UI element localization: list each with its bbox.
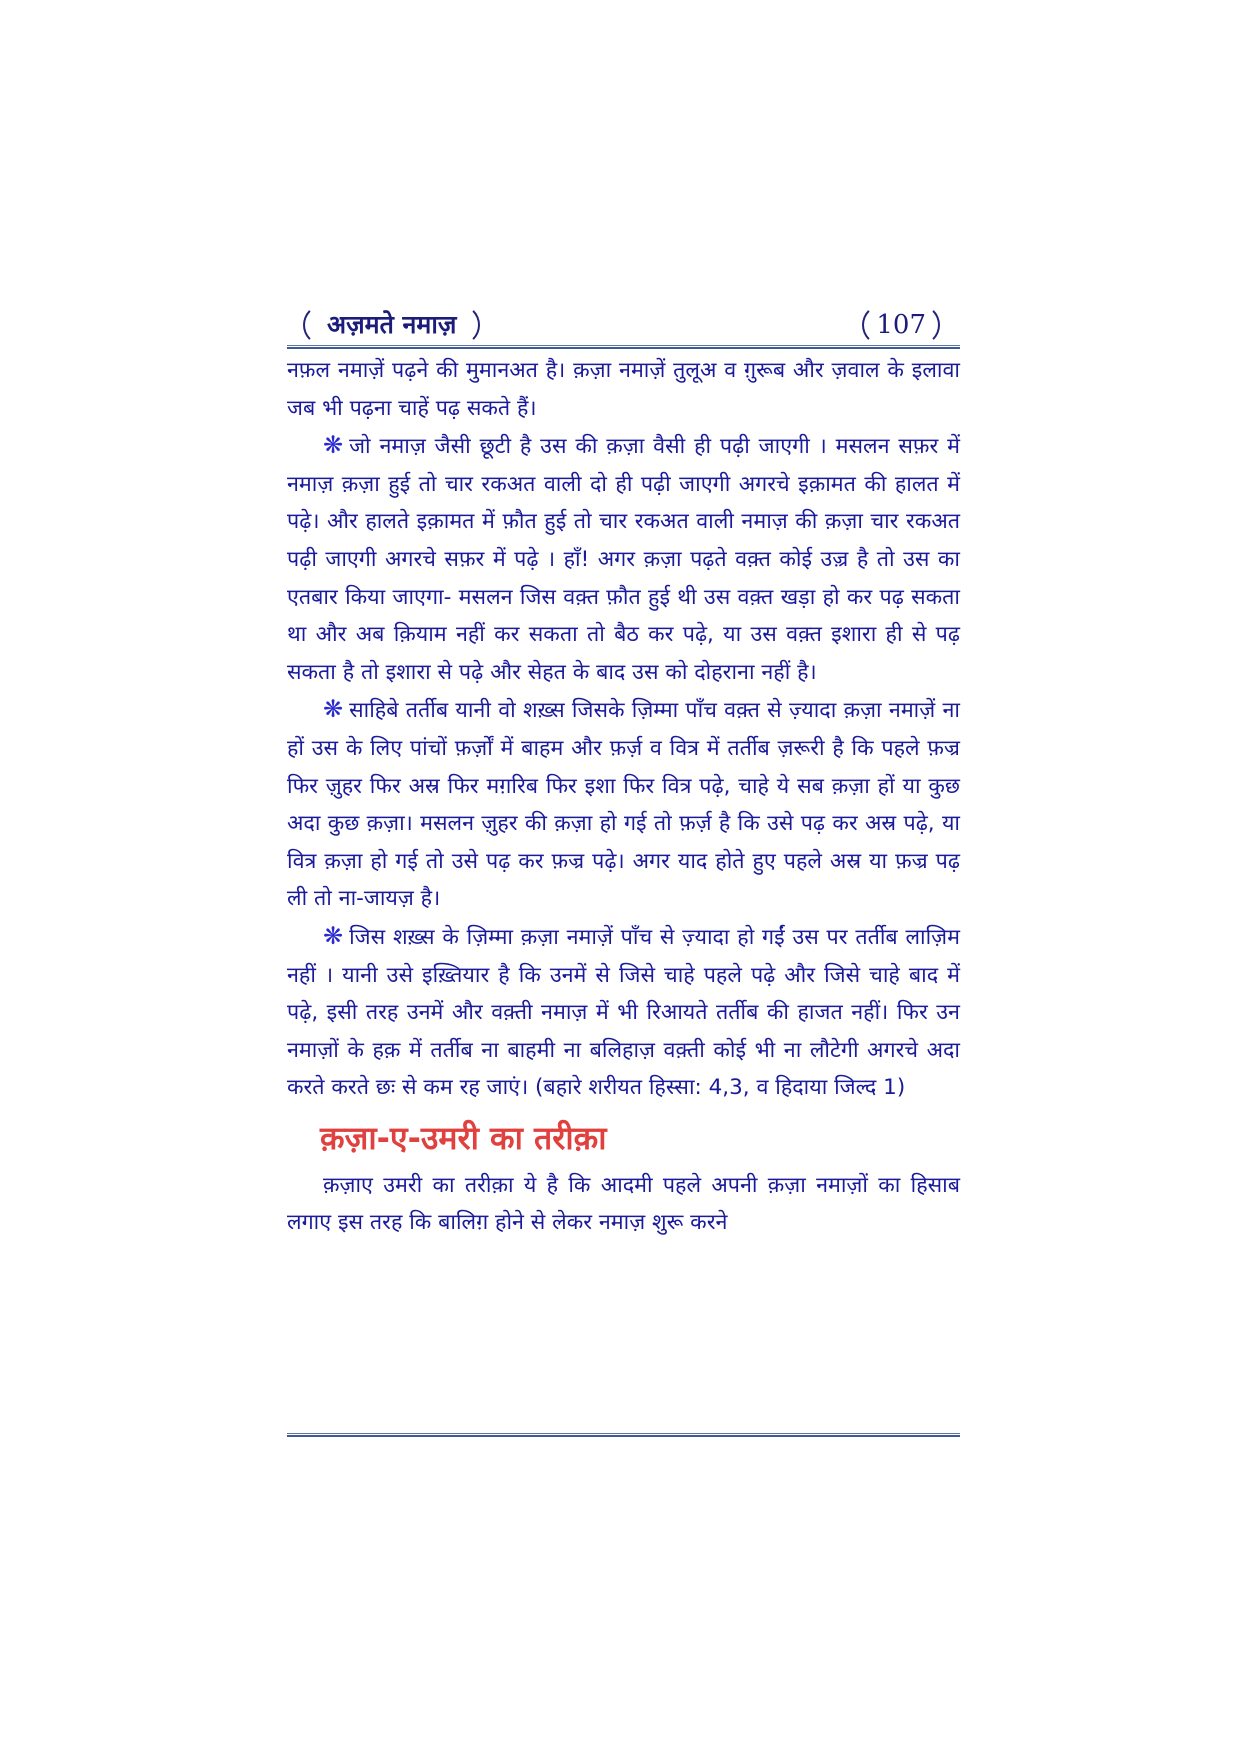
paragraph-2-text: जो नमाज़ जैसी छूटी है उस की क़ज़ा वैसी ही पढ़ी जाएगी । मसलन सफ़र में नमाज़ क़ज़ा हुई तो चार रकअत वाली दो ही पढ़ी जाएगी अगरचे इक़ामत की हालत में पढ़े। और हालते इक़ामत में फ़ौत हुई तो चार रकअत वाली नमाज़ की क़ज़ा चार रकअत पढ़ी जाएगी अगरचे सफ़र में पढ़े । हाँ! अगर क़ज़ा पढ़ते वक़्त कोई उज़्र है तो उस का एतबार किया जाएगा- मसलन जिस वक़्त फ़ौत हुई थी उस वक़्त खड़ा हो कर पढ़ सकता था और अब क़ियाम नहीं कर सकता तो बैठ कर पढ़े, या उस वक़्त इशारा ही से पढ़ सकता है तो इशारा से पढ़े और सेहत के बाद उस को दोहराना नहीं है। bbox=[287, 434, 960, 685]
flower-bullet-icon: ❋ bbox=[323, 921, 344, 950]
paragraph-4 bbox=[287, 918, 960, 1107]
book-title: अज़मते नमाज़ bbox=[303, 304, 480, 346]
flower-bullet-icon: ❋ bbox=[323, 431, 344, 460]
section-paragraph-text: क़ज़ाए उमरी का तरीक़ा ये है कि आदमी पहले अपनी क़ज़ा नमाज़ों का हिसाब लगाए इस तरह कि बालिग़ होने से लेकर नमाज़ शुरू करने bbox=[287, 1172, 960, 1236]
header-rule bbox=[287, 345, 960, 349]
paragraph-4-text: जिस शख़्स के ज़िम्मा क़ज़ा नमाज़ें पाँच से ज़्यादा हो गईं उस पर तर्तीब लाज़िम नहीं । यानी उसे इख़्तियार है कि उनमें से जिसे चाहे पहले पढ़े और जिसे चाहे बाद में पढ़े, इसी तरह उनमें और वक़्ती नमाज़ में भी रिआयते तर्तीब की हाजत नहीं। फिर उन नमाज़ों के हक़ में तर्तीब ना बाहमी ना बलिहाज़ वक़्ती कोई भी ना लौटेगी अगरचे अदा करते करते छः से कम रह जाएं। (बहारे शरीयत हिस्सा: 4,3, व हिदाया जिल्द 1) bbox=[287, 924, 960, 1101]
paragraph-3 bbox=[287, 691, 960, 918]
footer-rule bbox=[287, 1433, 960, 1437]
paragraph-2 bbox=[287, 427, 960, 691]
paragraph-3-text: साहिबे तर्तीब यानी वो शख़्स जिसके ज़िम्मा पाँच वक़्त से ज़्यादा क़ज़ा नमाज़ें ना हों उस के लिए पांचों फ़र्ज़ों में बाहम और फ़र्ज़ व वित्र में तर्तीब ज़रूरी है कि पहले फ़ज्र फिर ज़ुहर फिर अस्र फिर मग़रिब फिर इशा फिर वित्र पढ़े, चाहे ये सब क़ज़ा हों या कुछ अदा कुछ क़ज़ा। मसलन ज़ुहर की क़ज़ा हो गई तो फ़र्ज़ है कि उसे पढ़ कर अस्र पढ़े, या वित्र क़ज़ा हो गई तो उसे पढ़ कर फ़ज्र पढ़े। अगर याद होते हुए पहले अस्र या फ़ज्र पढ़ ली तो ना-जायज़ है। bbox=[287, 698, 960, 912]
page-number: 107 bbox=[862, 304, 940, 346]
paragraph-1 bbox=[287, 352, 960, 427]
flower-bullet-icon: ❋ bbox=[323, 695, 344, 724]
body-text bbox=[287, 352, 960, 1242]
paragraph-1-text: नफ़ल नमाज़ें पढ़ने की मुमानअत है। क़ज़ा नमाज़ें तुलूअ व ग़ुरूब और ज़वाल के इलावा जब भी पढ़ना चाहें पढ़ सकते हैं। bbox=[287, 358, 960, 421]
section-paragraph bbox=[287, 1167, 960, 1242]
section-heading: क़ज़ा-ए-उमरी का तरीक़ा bbox=[320, 1118, 607, 1157]
page-header bbox=[287, 300, 960, 350]
